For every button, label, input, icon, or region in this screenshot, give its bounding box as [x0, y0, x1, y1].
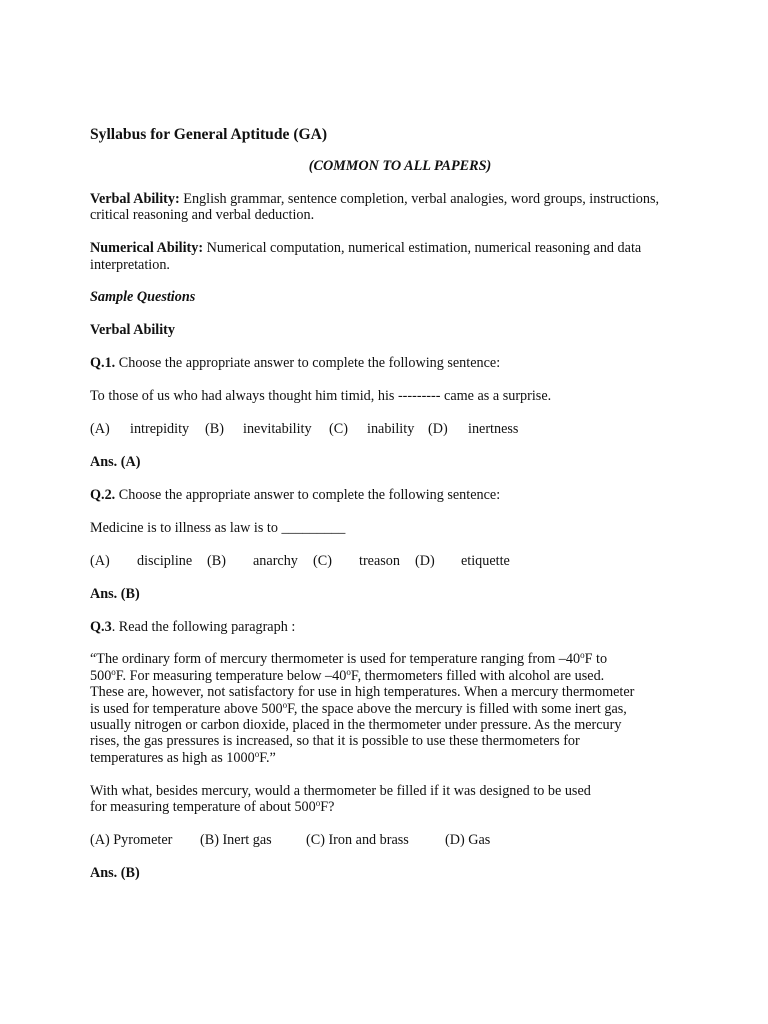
- passage-text: is used for temperature above 500: [90, 700, 283, 717]
- q1-prompt-text: Choose the appropriate answer to complete the following sentence:: [115, 355, 501, 372]
- passage-text: F to: [584, 651, 608, 668]
- q2-option-d-letter: (D): [415, 552, 435, 569]
- q1-answer: Ans. (A): [90, 453, 141, 470]
- passage-text: F. For measuring temperature below –40: [115, 667, 347, 684]
- q3-passage: [90, 651, 690, 766]
- q2-answer: Ans. (B): [90, 585, 140, 602]
- passage-text: usually nitrogen or carbon dioxide, placed in the thermometer under pressure. As the mercury: [90, 717, 622, 734]
- q2-option-d: etiquette: [461, 552, 510, 569]
- q1-option-d-letter: (D): [428, 421, 448, 438]
- passage-text: F, thermometers filled with alcohol are used.: [350, 667, 605, 684]
- q1-options: [90, 421, 690, 437]
- q1-prompt: [90, 355, 690, 371]
- q1-option-b: inevitability: [243, 421, 312, 438]
- q3-prompt: [90, 619, 690, 635]
- q3-option-b: (B) Inert gas: [200, 832, 272, 849]
- page-subtitle: (COMMON TO ALL PAPERS): [308, 158, 492, 175]
- q3-option-a: (A) Pyrometer: [90, 832, 173, 849]
- verbal-ability-heading: Verbal Ability: [90, 322, 176, 339]
- q3-question-line2-end: F?: [320, 799, 335, 816]
- q1-option-d: inertness: [468, 421, 519, 438]
- degree-mark: o: [580, 650, 585, 661]
- numerical-ability-description: [90, 240, 690, 273]
- passage-text: rises, the gas pressures is increased, so that it is possible to use these thermometers for: [90, 733, 580, 750]
- q3-prompt-text: . Read the following paragraph :: [111, 618, 296, 635]
- q2-prompt: [90, 487, 690, 503]
- document-page: [90, 127, 690, 898]
- q2-option-a-letter: (A): [90, 552, 110, 569]
- degree-mark: o: [111, 666, 116, 677]
- degree-mark: o: [282, 699, 288, 710]
- verbal-ability-text: English grammar, sentence completion, verbal analogies, word groups, instructions, critical reasoning and verbal deduction.: [90, 190, 660, 224]
- q3-answer: Ans. (B): [90, 864, 140, 881]
- q2-option-c: treason: [359, 552, 400, 569]
- page-title: Syllabus for General Aptitude (GA): [90, 126, 328, 143]
- q3-option-c: (C) Iron and brass: [306, 832, 409, 849]
- q2-option-b-letter: (B): [207, 552, 226, 569]
- passage-text: These are, however, not satisfactory for use in high temperatures. When a mercury thermometer: [90, 684, 635, 701]
- q1-label: Q.1.: [90, 355, 116, 372]
- sample-questions-heading: Sample Questions: [90, 289, 196, 306]
- passage-text: F.”: [259, 749, 276, 766]
- verbal-ability-description: [90, 191, 690, 224]
- q1-option-c-letter: (C): [329, 421, 348, 438]
- q1-sentence: To those of us who had always thought him timid, his --------- came as a surprise.: [90, 388, 552, 405]
- degree-mark: o: [254, 748, 260, 759]
- q3-question-line2: for measuring temperature of about 500: [90, 799, 316, 816]
- q2-sentence: Medicine is to illness as law is to _________: [90, 519, 346, 536]
- q2-option-c-letter: (C): [313, 552, 332, 569]
- q2-options: [90, 553, 690, 569]
- q3-question-line1: With what, besides mercury, would a thermometer be filled if it was designed to be used: [90, 782, 591, 799]
- passage-text: F, the space above the mercury is filled with some inert gas,: [287, 700, 627, 717]
- passage-text: 500: [90, 667, 112, 684]
- degree-mark: o: [315, 798, 321, 809]
- q1-option-a-letter: (A): [90, 421, 110, 438]
- q1-option-b-letter: (B): [205, 421, 224, 438]
- q3-label: Q.3: [90, 618, 112, 635]
- q3-option-d: (D) Gas: [445, 832, 491, 849]
- q2-label: Q.2.: [90, 486, 116, 503]
- verbal-ability-label: Verbal Ability:: [90, 190, 180, 207]
- q2-option-a: discipline: [137, 552, 193, 569]
- q1-option-a: intrepidity: [130, 421, 190, 438]
- numerical-ability-text: Numerical computation, numerical estimation, numerical reasoning and data interpretation.: [90, 240, 642, 273]
- q2-option-b: anarchy: [253, 552, 298, 569]
- q2-prompt-text: Choose the appropriate answer to complete the following sentence:: [115, 486, 501, 503]
- degree-mark: o: [346, 666, 351, 677]
- q3-question: [90, 783, 690, 816]
- passage-text: temperatures as high as 1000: [90, 749, 255, 766]
- q3-options: [90, 832, 690, 848]
- q1-option-c: inability: [367, 421, 415, 438]
- passage-text: “The ordinary form of mercury thermometer is used for temperature ranging from –40: [90, 651, 581, 668]
- numerical-ability-label: Numerical Ability:: [90, 240, 204, 257]
